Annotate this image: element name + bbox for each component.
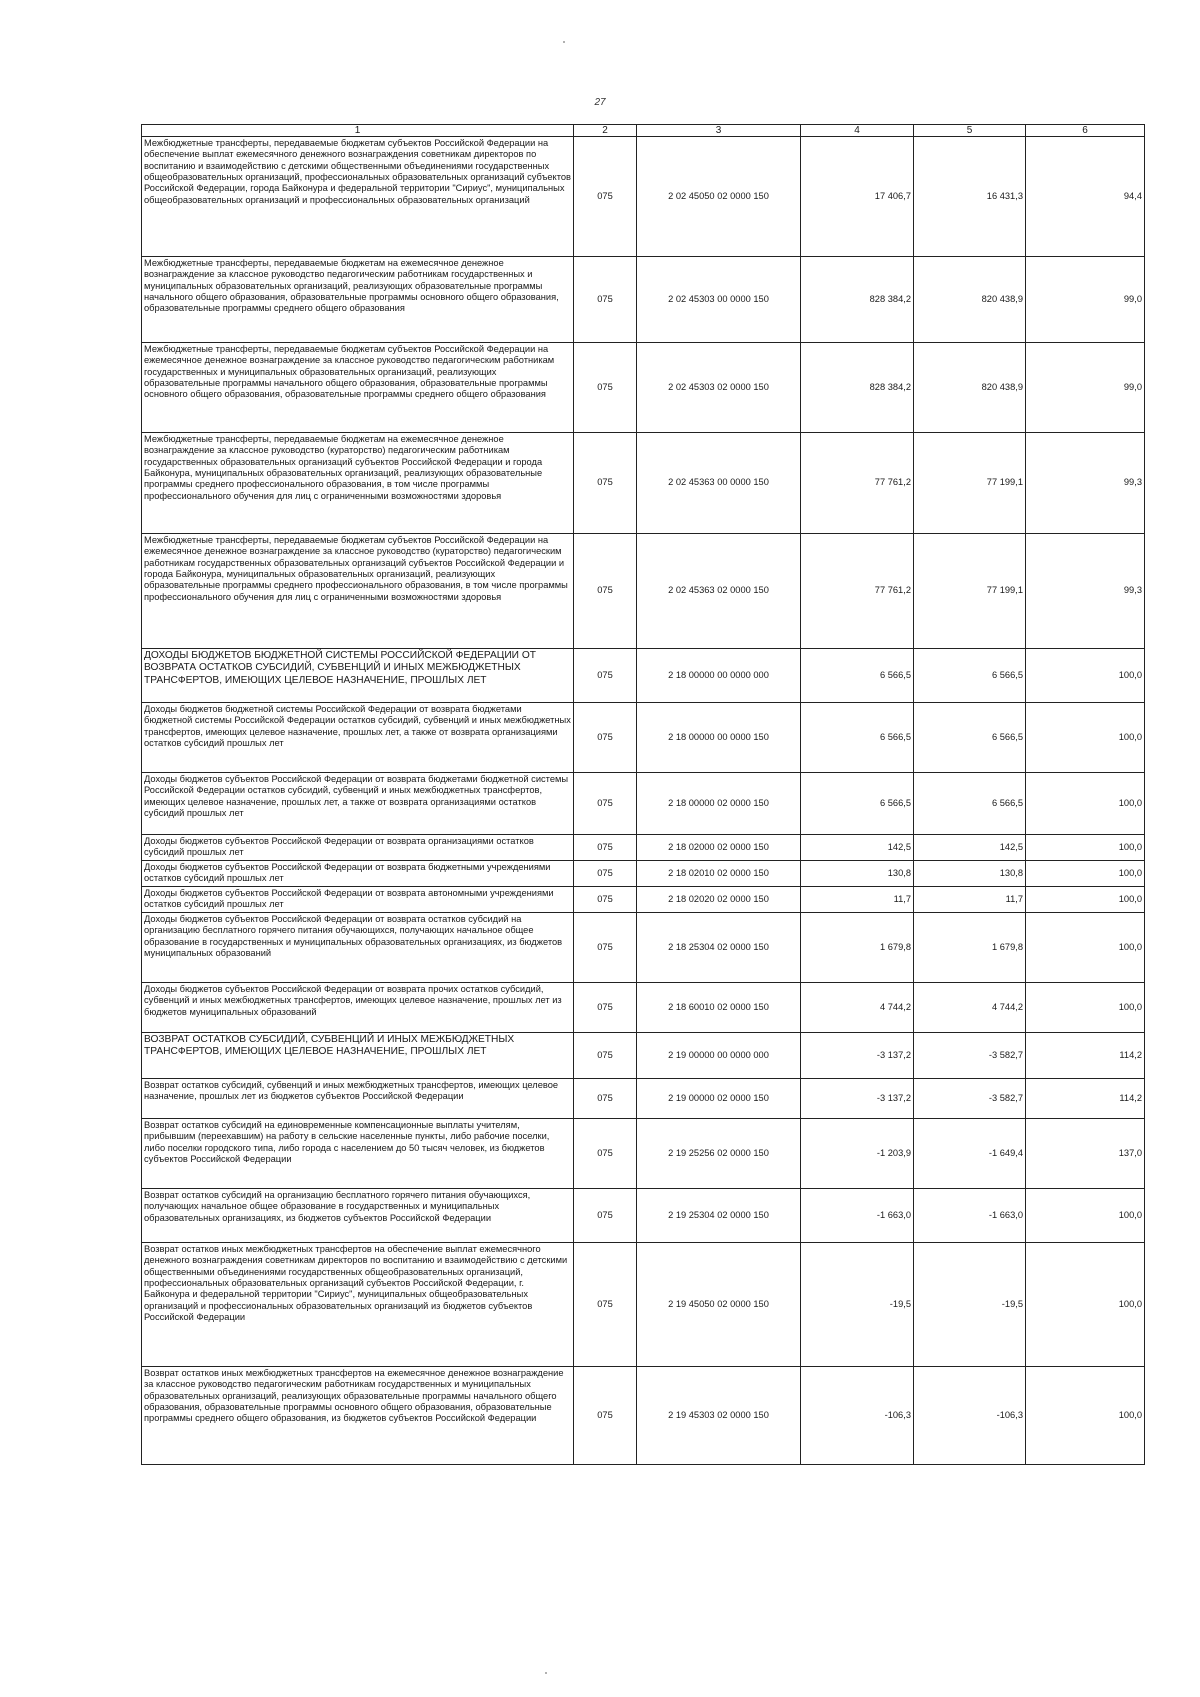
execution-percent: 100,0 bbox=[1026, 913, 1145, 983]
executed-amount: 11,7 bbox=[914, 887, 1026, 913]
approved-amount: 6 566,5 bbox=[801, 703, 914, 773]
approved-amount: 77 761,2 bbox=[801, 433, 914, 534]
column-number-1: 1 bbox=[142, 125, 574, 137]
table-row bbox=[142, 913, 1145, 983]
table-body bbox=[142, 137, 1145, 1465]
approved-amount: -3 137,2 bbox=[801, 1079, 914, 1119]
budget-classification-code: 2 18 60010 02 0000 150 bbox=[637, 983, 801, 1033]
execution-percent: 100,0 bbox=[1026, 835, 1145, 861]
executed-amount: 4 744,2 bbox=[914, 983, 1026, 1033]
admin-code: 075 bbox=[574, 534, 637, 649]
budget-classification-code: 2 18 02010 02 0000 150 bbox=[637, 861, 801, 887]
budget-classification-code: 2 02 45363 02 0000 150 bbox=[637, 534, 801, 649]
admin-code: 075 bbox=[574, 1189, 637, 1243]
row-description: Межбюджетные трансферты, передаваемые бюджетам субъектов Российской Федерации на обеспечение выплат ежемесячного денежного вознаграждения советникам директоров по воспитанию и взаимодействию с детскими общественными объединениями государственных общеобразовательных организаций, профессиональных образовательных организаций субъектов Российской Федерации, города Байконура и федеральной территории "Сириус", муниципальных общеобразовательных организаций и профессиональных образовательных организаций bbox=[142, 137, 574, 257]
admin-code: 075 bbox=[574, 1033, 637, 1079]
approved-amount: 4 744,2 bbox=[801, 983, 914, 1033]
approved-amount: 828 384,2 bbox=[801, 343, 914, 433]
row-description: Межбюджетные трансферты, передаваемые бюджетам субъектов Российской Федерации на ежемесячное денежное вознаграждение за классное руководство педагогическим работникам государственных и муниципальных образовательных организаций, реализующих образовательные программы начального общего образования, образовательные программы основного общего образования, образовательные программы среднего общего образования bbox=[142, 343, 574, 433]
admin-code: 075 bbox=[574, 835, 637, 861]
executed-amount: -1 663,0 bbox=[914, 1189, 1026, 1243]
admin-code: 075 bbox=[574, 703, 637, 773]
admin-code: 075 bbox=[574, 343, 637, 433]
row-description: ДОХОДЫ БЮДЖЕТОВ БЮДЖЕТНОЙ СИСТЕМЫ РОССИЙСКОЙ ФЕДЕРАЦИИ ОТ ВОЗВРАТА ОСТАТКОВ СУБСИДИЙ, СУБВЕНЦИЙ И ИНЫХ МЕЖБЮДЖЕТНЫХ ТРАНСФЕРТОВ, ИМЕЮЩИХ ЦЕЛЕВОЕ НАЗНАЧЕНИЕ, ПРОШЛЫХ ЛЕТ bbox=[142, 649, 574, 703]
execution-percent: 100,0 bbox=[1026, 773, 1145, 835]
row-description: Межбюджетные трансферты, передаваемые бюджетам субъектов Российской Федерации на ежемесячное денежное вознаграждение за классное руководство (кураторство) педагогическим работникам государственных образовательных организаций субъектов Российской Федерации и города Байконура, муниципальных образовательных организаций, реализующих образовательные программы среднего профессионального образования, в том числе программы профессионального обучения для лиц с ограниченными возможностями здоровья bbox=[142, 534, 574, 649]
executed-amount: 6 566,5 bbox=[914, 773, 1026, 835]
budget-classification-code: 2 18 25304 02 0000 150 bbox=[637, 913, 801, 983]
row-description: Доходы бюджетов субъектов Российской Федерации от возврата автономными учреждениями остатков субсидий прошлых лет bbox=[142, 887, 574, 913]
table-row bbox=[142, 534, 1145, 649]
table-row bbox=[142, 773, 1145, 835]
execution-percent: 100,0 bbox=[1026, 649, 1145, 703]
approved-amount: -106,3 bbox=[801, 1367, 914, 1465]
row-description: Межбюджетные трансферты, передаваемые бюджетам на ежемесячное денежное вознаграждение за классное руководство (кураторство) педагогическим работникам государственных образовательных организаций субъектов Российской Федерации и города Байконура, муниципальных образовательных организаций, реализующих образовательные программы среднего профессионального образования, в том числе программы профессионального обучения для лиц с ограниченными возможностями здоровья bbox=[142, 433, 574, 534]
table-row bbox=[142, 703, 1145, 773]
approved-amount: -3 137,2 bbox=[801, 1033, 914, 1079]
row-description: Возврат остатков иных межбюджетных трансфертов на ежемесячное денежное вознаграждение за классное руководство педагогическим работникам государственных и муниципальных образовательных организаций, реализующих образовательные программы начального общего образования, образовательные программы основного общего образования, образовательные программы среднего общего образования, из бюджетов субъектов Российской Федерации bbox=[142, 1367, 574, 1465]
execution-percent: 94,4 bbox=[1026, 137, 1145, 257]
executed-amount: 820 438,9 bbox=[914, 343, 1026, 433]
budget-classification-code: 2 19 00000 00 0000 000 bbox=[637, 1033, 801, 1079]
approved-amount: -19,5 bbox=[801, 1243, 914, 1367]
row-description: Доходы бюджетов субъектов Российской Федерации от возврата организациями остатков субсидий прошлых лет bbox=[142, 835, 574, 861]
row-description: ВОЗВРАТ ОСТАТКОВ СУБСИДИЙ, СУБВЕНЦИЙ И ИНЫХ МЕЖБЮДЖЕТНЫХ ТРАНСФЕРТОВ, ИМЕЮЩИХ ЦЕЛЕВОЕ НАЗНАЧЕНИЕ, ПРОШЛЫХ ЛЕТ bbox=[142, 1033, 574, 1079]
execution-percent: 100,0 bbox=[1026, 703, 1145, 773]
budget-classification-code: 2 19 25304 02 0000 150 bbox=[637, 1189, 801, 1243]
table-row bbox=[142, 835, 1145, 861]
table-row bbox=[142, 1189, 1145, 1243]
admin-code: 075 bbox=[574, 257, 637, 343]
table-row bbox=[142, 1367, 1145, 1465]
execution-percent: 99,0 bbox=[1026, 257, 1145, 343]
executed-amount: 77 199,1 bbox=[914, 534, 1026, 649]
budget-classification-code: 2 19 25256 02 0000 150 bbox=[637, 1119, 801, 1189]
admin-code: 075 bbox=[574, 137, 637, 257]
execution-percent: 137,0 bbox=[1026, 1119, 1145, 1189]
admin-code: 075 bbox=[574, 433, 637, 534]
approved-amount: 1 679,8 bbox=[801, 913, 914, 983]
executed-amount: 16 431,3 bbox=[914, 137, 1026, 257]
scan-speck bbox=[545, 1672, 547, 1674]
budget-revenue-table bbox=[141, 124, 1145, 1465]
execution-percent: 99,3 bbox=[1026, 433, 1145, 534]
approved-amount: -1 203,9 bbox=[801, 1119, 914, 1189]
table-row bbox=[142, 137, 1145, 257]
execution-percent: 114,2 bbox=[1026, 1033, 1145, 1079]
table-row bbox=[142, 649, 1145, 703]
executed-amount: 820 438,9 bbox=[914, 257, 1026, 343]
execution-percent: 114,2 bbox=[1026, 1079, 1145, 1119]
executed-amount: -3 582,7 bbox=[914, 1033, 1026, 1079]
executed-amount: 130,8 bbox=[914, 861, 1026, 887]
approved-amount: 828 384,2 bbox=[801, 257, 914, 343]
table-row bbox=[142, 983, 1145, 1033]
admin-code: 075 bbox=[574, 887, 637, 913]
executed-amount: 1 679,8 bbox=[914, 913, 1026, 983]
budget-classification-code: 2 18 00000 00 0000 000 bbox=[637, 649, 801, 703]
executed-amount: -19,5 bbox=[914, 1243, 1026, 1367]
budget-classification-code: 2 18 02000 02 0000 150 bbox=[637, 835, 801, 861]
column-number-3: 3 bbox=[637, 125, 801, 137]
executed-amount: 142,5 bbox=[914, 835, 1026, 861]
table-row bbox=[142, 257, 1145, 343]
budget-classification-code: 2 19 00000 02 0000 150 bbox=[637, 1079, 801, 1119]
budget-classification-code: 2 02 45363 00 0000 150 bbox=[637, 433, 801, 534]
row-description: Возврат остатков субсидий на организацию бесплатного горячего питания обучающихся, получающих начальное общее образование в государственных и муниципальных образовательных организациях, из бюджетов субъектов Российской Федерации bbox=[142, 1189, 574, 1243]
row-description: Доходы бюджетов субъектов Российской Федерации от возврата бюджетами бюджетной системы Российской Федерации остатков субсидий, субвенций и иных межбюджетных трансфертов, имеющих целевое назначение, прошлых лет, а также от возврата организациями остатков субсидий прошлых лет bbox=[142, 773, 574, 835]
budget-classification-code: 2 18 00000 02 0000 150 bbox=[637, 773, 801, 835]
budget-classification-code: 2 02 45050 02 0000 150 bbox=[637, 137, 801, 257]
page-number: 27 bbox=[594, 97, 606, 108]
admin-code: 075 bbox=[574, 861, 637, 887]
row-description: Доходы бюджетов субъектов Российской Федерации от возврата остатков субсидий на организацию бесплатного горячего питания обучающихся, получающих начальное общее образование в государственных и муниципальных образовательных организациях, из бюджетов муниципальных образований bbox=[142, 913, 574, 983]
admin-code: 075 bbox=[574, 649, 637, 703]
admin-code: 075 bbox=[574, 913, 637, 983]
execution-percent: 100,0 bbox=[1026, 1189, 1145, 1243]
admin-code: 075 bbox=[574, 1367, 637, 1465]
scan-speck bbox=[563, 41, 565, 43]
table-row bbox=[142, 1243, 1145, 1367]
row-description: Доходы бюджетов бюджетной системы Российской Федерации от возврата бюджетами бюджетной системы Российской Федерации остатков субсидий, субвенций и иных межбюджетных трансфертов, имеющих целевое назначение, прошлых лет, а также от возврата организациями остатков субсидий прошлых лет bbox=[142, 703, 574, 773]
row-description: Межбюджетные трансферты, передаваемые бюджетам на ежемесячное денежное вознаграждение за классное руководство педагогическим работникам государственных и муниципальных образовательных организаций, реализующих образовательные программы начального общего образования, образовательные программы основного общего образования, образовательные программы среднего общего образования bbox=[142, 257, 574, 343]
row-description: Возврат остатков субсидий, субвенций и иных межбюджетных трансфертов, имеющих целевое назначение, прошлых лет из бюджетов субъектов Российской Федерации bbox=[142, 1079, 574, 1119]
table-row bbox=[142, 1033, 1145, 1079]
executed-amount: -3 582,7 bbox=[914, 1079, 1026, 1119]
approved-amount: 130,8 bbox=[801, 861, 914, 887]
approved-amount: 77 761,2 bbox=[801, 534, 914, 649]
column-number-row bbox=[142, 125, 1145, 137]
executed-amount: 6 566,5 bbox=[914, 649, 1026, 703]
approved-amount: 17 406,7 bbox=[801, 137, 914, 257]
admin-code: 075 bbox=[574, 1119, 637, 1189]
execution-percent: 100,0 bbox=[1026, 983, 1145, 1033]
budget-classification-code: 2 19 45050 02 0000 150 bbox=[637, 1243, 801, 1367]
column-number-5: 5 bbox=[914, 125, 1026, 137]
execution-percent: 100,0 bbox=[1026, 887, 1145, 913]
admin-code: 075 bbox=[574, 983, 637, 1033]
row-description: Возврат остатков иных межбюджетных трансфертов на обеспечение выплат ежемесячного денежного вознаграждения советникам директоров по воспитанию и взаимодействию с детскими общественными объединениями государственных общеобразовательных организаций, профессиональных образовательных организаций субъектов Российской Федерации, г. Байконура и федеральной территории "Сириус", муниципальных общеобразовательных организаций и профессиональных образовательных организаций из бюджетов субъектов Российской Федерации bbox=[142, 1243, 574, 1367]
budget-classification-code: 2 18 02020 02 0000 150 bbox=[637, 887, 801, 913]
executed-amount: 6 566,5 bbox=[914, 703, 1026, 773]
execution-percent: 100,0 bbox=[1026, 1243, 1145, 1367]
admin-code: 075 bbox=[574, 1243, 637, 1367]
column-number-2: 2 bbox=[574, 125, 637, 137]
table-row bbox=[142, 1119, 1145, 1189]
executed-amount: -1 649,4 bbox=[914, 1119, 1026, 1189]
table-row bbox=[142, 343, 1145, 433]
budget-classification-code: 2 02 45303 02 0000 150 bbox=[637, 343, 801, 433]
column-number-4: 4 bbox=[801, 125, 914, 137]
admin-code: 075 bbox=[574, 773, 637, 835]
executed-amount: 77 199,1 bbox=[914, 433, 1026, 534]
row-description: Доходы бюджетов субъектов Российской Федерации от возврата бюджетными учреждениями остатков субсидий прошлых лет bbox=[142, 861, 574, 887]
approved-amount: -1 663,0 bbox=[801, 1189, 914, 1243]
table-row bbox=[142, 1079, 1145, 1119]
execution-percent: 99,0 bbox=[1026, 343, 1145, 433]
approved-amount: 11,7 bbox=[801, 887, 914, 913]
budget-classification-code: 2 18 00000 00 0000 150 bbox=[637, 703, 801, 773]
budget-classification-code: 2 02 45303 00 0000 150 bbox=[637, 257, 801, 343]
row-description: Возврат остатков субсидий на единовременные компенсационные выплаты учителям, прибывшим (переехавшим) на работу в сельские населенные пункты, либо рабочие поселки, либо поселки городского типа, либо города с населением до 50 тысяч человек, из бюджетов субъектов Российской Федерации bbox=[142, 1119, 574, 1189]
execution-percent: 100,0 bbox=[1026, 1367, 1145, 1465]
column-number-6: 6 bbox=[1026, 125, 1145, 137]
approved-amount: 142,5 bbox=[801, 835, 914, 861]
row-description: Доходы бюджетов субъектов Российской Федерации от возврата прочих остатков субсидий, субвенций и иных межбюджетных трансфертов, имеющих целевое назначение, прошлых лет из бюджетов муниципальных образований bbox=[142, 983, 574, 1033]
admin-code: 075 bbox=[574, 1079, 637, 1119]
table-row bbox=[142, 887, 1145, 913]
table-row bbox=[142, 861, 1145, 887]
execution-percent: 99,3 bbox=[1026, 534, 1145, 649]
executed-amount: -106,3 bbox=[914, 1367, 1026, 1465]
budget-classification-code: 2 19 45303 02 0000 150 bbox=[637, 1367, 801, 1465]
approved-amount: 6 566,5 bbox=[801, 773, 914, 835]
execution-percent: 100,0 bbox=[1026, 861, 1145, 887]
approved-amount: 6 566,5 bbox=[801, 649, 914, 703]
table-row bbox=[142, 433, 1145, 534]
